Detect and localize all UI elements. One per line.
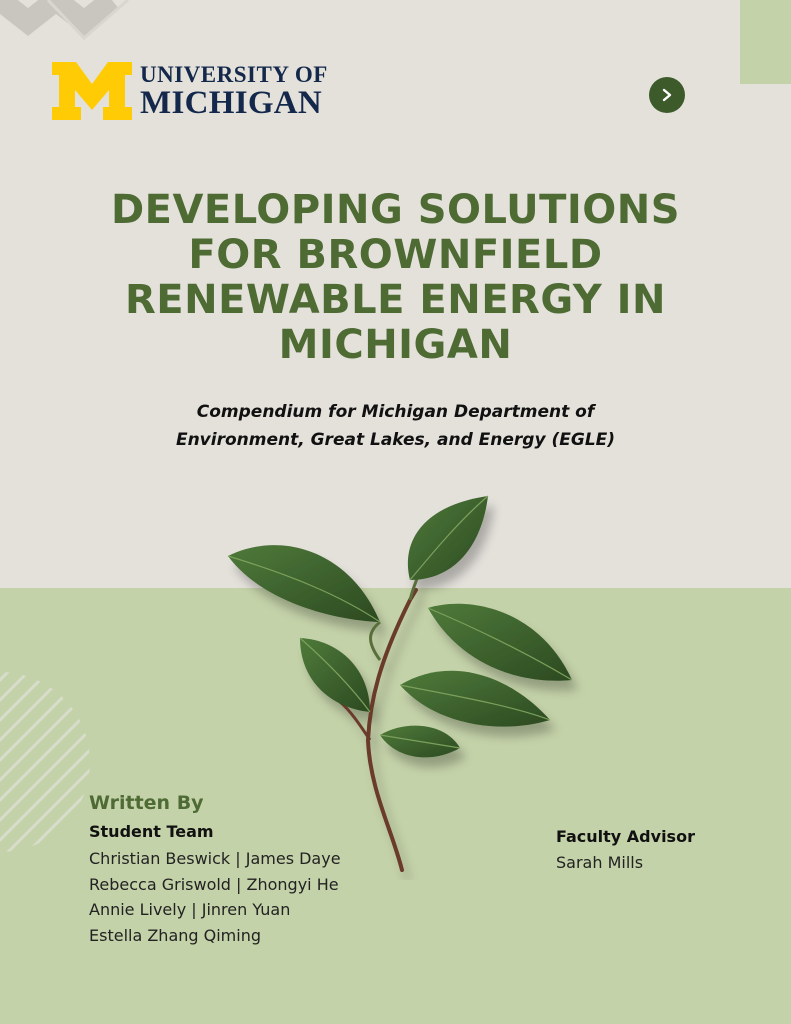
leaf-branch-image [220,490,590,880]
logo-wordmark [140,63,328,120]
document-title [40,188,751,368]
next-page-button[interactable] [649,77,685,113]
title-line: DEVELOPING SOLUTIONS [110,187,681,233]
corner-accent-block [740,0,791,84]
title-line: MICHIGAN [278,322,513,368]
faculty-advisor-label: Faculty Advisor [556,827,695,846]
written-by-heading: Written By [89,792,204,814]
title-line: RENEWABLE ENERGY IN [124,277,667,323]
subtitle-line: Compendium for Michigan Department of [196,402,595,422]
chevron-right-icon [660,88,674,102]
student-team-list [89,846,341,948]
team-member-line: Rebecca Griswold | Zhongyi He [89,874,339,894]
team-member-line: Christian Beswick | James Daye [89,849,341,868]
striped-circle-decoration [0,660,95,865]
zigzag-decoration [0,0,140,50]
university-logo [52,62,328,120]
team-member-line: Estella Zhang Qiming [89,925,261,945]
block-m-logo-icon [52,62,132,120]
logo-line-1: UNIVERSITY OF [140,61,328,87]
team-member-line: Annie Lively | Jinren Yuan [89,900,291,919]
logo-line-2: MICHIGAN [140,84,323,121]
faculty-advisor-name: Sarah Mills [556,853,644,872]
title-line: FOR BROWNFIELD [188,232,603,278]
student-team-label: Student Team [89,822,214,841]
document-subtitle [80,398,711,454]
subtitle-line: Environment, Great Lakes, and Energy (EGLE) [175,430,616,450]
